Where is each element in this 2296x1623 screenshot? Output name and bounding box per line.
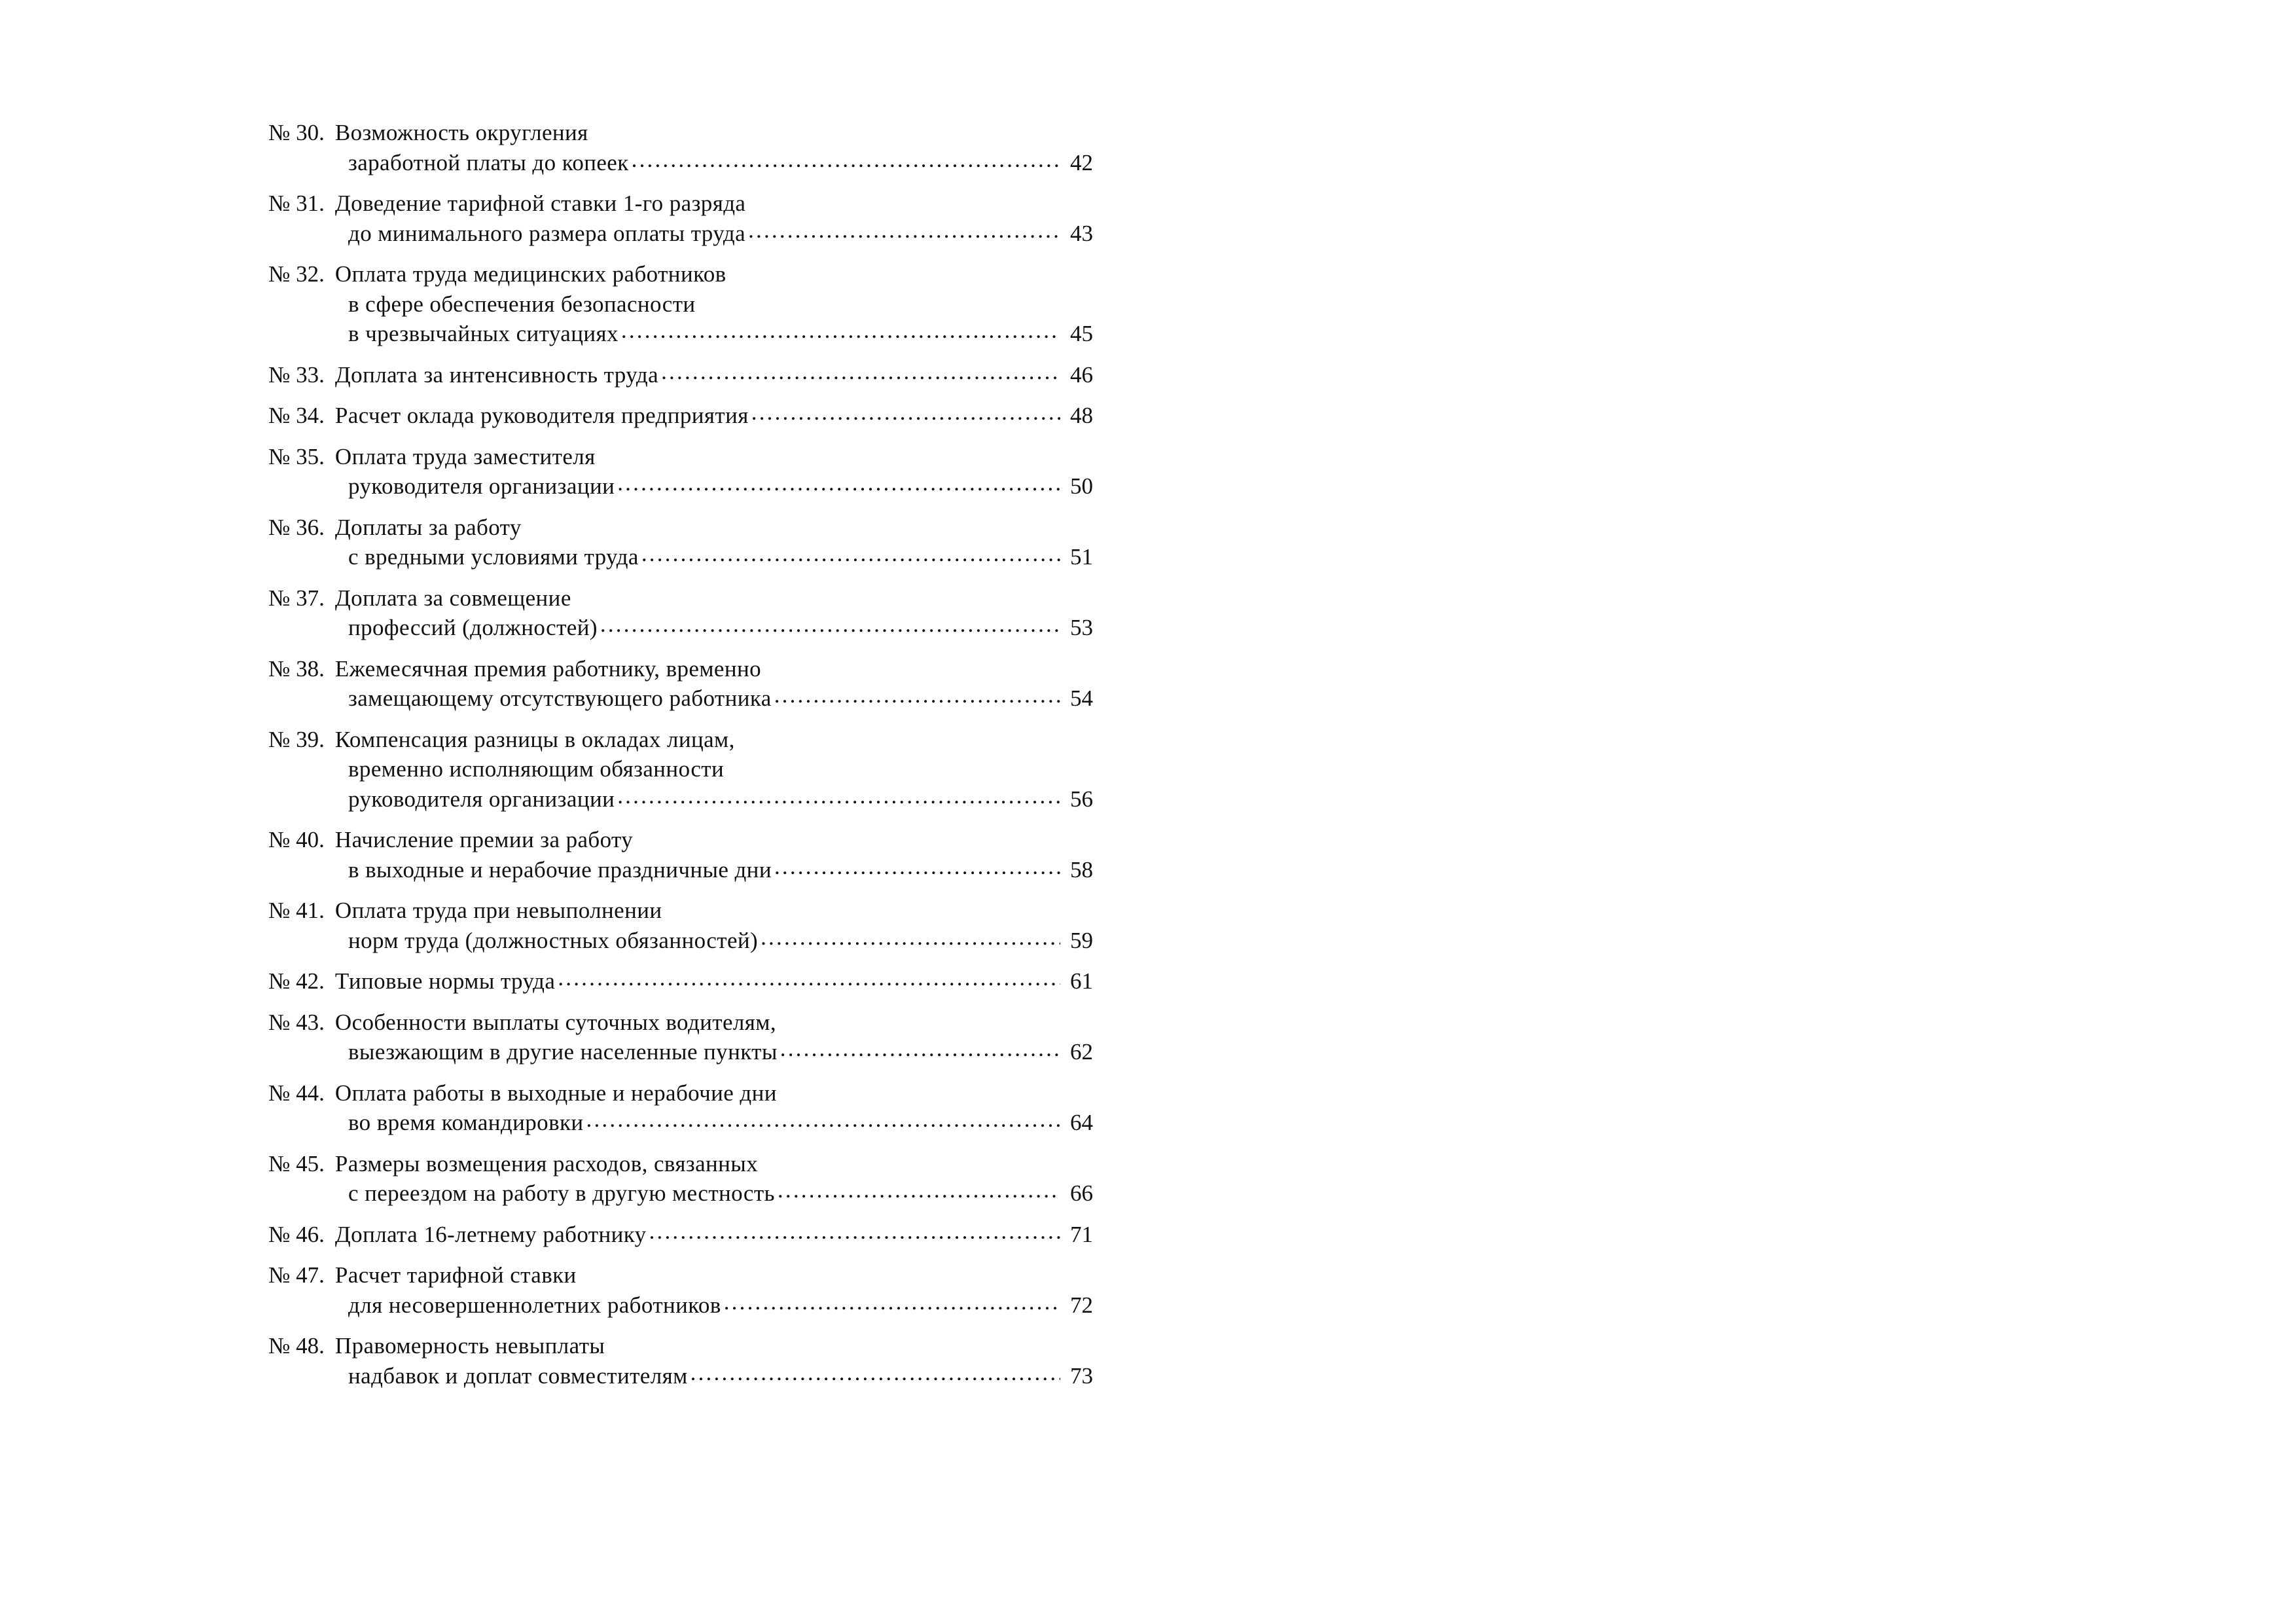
toc-page-number: 53 bbox=[1070, 615, 1093, 640]
toc-entry-line bbox=[268, 259, 1093, 289]
toc-entry-line bbox=[268, 513, 1093, 543]
toc-entry[interactable] bbox=[268, 1220, 1093, 1250]
toc-page-number: 56 bbox=[1070, 786, 1093, 812]
toc-entry-line bbox=[268, 1078, 1093, 1108]
toc-entry-line bbox=[268, 442, 1093, 472]
toc-leader-dots bbox=[558, 963, 1060, 986]
toc-entry-title: Оплата труда медицинских работников bbox=[334, 261, 726, 287]
toc-entry-number: № 35. bbox=[268, 443, 325, 469]
toc-entry-title: заработной платы до копеек bbox=[348, 149, 629, 175]
toc-entry-title: Типовые нормы труда bbox=[334, 968, 556, 994]
toc-entry-line bbox=[268, 1178, 1093, 1209]
toc-entry-title: с переездом на работу в другую местность bbox=[348, 1180, 775, 1206]
toc-entry[interactable] bbox=[268, 189, 1093, 248]
toc-entry-line bbox=[268, 784, 1093, 814]
toc-entry-title: руководителя организации bbox=[348, 786, 615, 812]
toc-entry-line bbox=[268, 654, 1093, 684]
toc-page-number: 71 bbox=[1070, 1221, 1093, 1247]
toc-leader-dots bbox=[751, 397, 1060, 420]
toc-entry-line bbox=[268, 1331, 1093, 1361]
toc-entry[interactable] bbox=[268, 1331, 1093, 1391]
toc-page-number: 73 bbox=[1070, 1362, 1093, 1389]
toc-entry[interactable] bbox=[268, 654, 1093, 714]
toc-entry-line bbox=[268, 926, 1093, 956]
toc-page-number: 66 bbox=[1070, 1180, 1093, 1206]
toc-leader-dots bbox=[586, 1104, 1060, 1127]
toc-entry-number: № 48. bbox=[268, 1333, 325, 1359]
toc-entry-title: в выходные и нерабочие праздничные дни bbox=[348, 856, 772, 883]
toc-leader-dots bbox=[641, 539, 1060, 562]
toc-entry-number: № 45. bbox=[268, 1150, 325, 1176]
toc-page-number: 48 bbox=[1070, 403, 1093, 428]
toc-leader-dots bbox=[649, 1216, 1060, 1239]
toc-entry[interactable] bbox=[268, 1260, 1093, 1320]
toc-entry[interactable] bbox=[268, 513, 1093, 572]
toc-entry[interactable] bbox=[268, 1149, 1093, 1209]
toc-entry-line bbox=[268, 1290, 1093, 1321]
toc-entry-line bbox=[268, 401, 1093, 431]
toc-leader-dots bbox=[748, 215, 1060, 238]
toc-entry-line bbox=[268, 360, 1093, 390]
toc-leader-dots bbox=[774, 680, 1060, 703]
toc-entry-number: № 44. bbox=[268, 1080, 325, 1106]
toc-entry-line bbox=[268, 289, 1093, 319]
toc-entry-title: с вредными условиями труда bbox=[348, 544, 639, 570]
toc-entry[interactable] bbox=[268, 966, 1093, 996]
toc-entry-line bbox=[268, 148, 1093, 178]
toc-entry-number: № 39. bbox=[268, 726, 325, 752]
toc-entry-line bbox=[268, 219, 1093, 249]
toc-leader-dots bbox=[621, 316, 1060, 338]
toc-page-number: 54 bbox=[1070, 685, 1093, 711]
toc-entry-title: в чрезвычайных ситуациях bbox=[348, 321, 619, 346]
toc-entry[interactable] bbox=[268, 583, 1093, 643]
toc-entry-line bbox=[268, 1149, 1093, 1179]
toc-leader-dots bbox=[632, 145, 1060, 168]
toc-entry[interactable] bbox=[268, 360, 1093, 390]
toc-page-number: 61 bbox=[1070, 968, 1093, 994]
toc-entry-line bbox=[268, 754, 1093, 784]
toc-entry-line bbox=[268, 583, 1093, 613]
toc-entry-line bbox=[268, 725, 1093, 755]
toc-entry[interactable] bbox=[268, 442, 1093, 501]
toc-page-number: 62 bbox=[1070, 1039, 1093, 1065]
toc-entry-number: № 30. bbox=[268, 120, 325, 145]
toc-entry-line bbox=[268, 855, 1093, 885]
toc-entry-title: надбавок и доплат совместителям bbox=[348, 1362, 688, 1389]
toc-entry-title: в сфере обеспечения безопасности bbox=[348, 291, 696, 317]
toc-leader-dots bbox=[691, 1358, 1060, 1381]
toc-entry-title: Оплата работы в выходные и нерабочие дни bbox=[334, 1080, 777, 1106]
toc-entry-line bbox=[268, 1037, 1093, 1067]
toc-page-number: 45 bbox=[1070, 321, 1093, 346]
toc-entry-title: Начисление премии за работу bbox=[334, 827, 634, 852]
toc-entry-title: Возможность округления bbox=[334, 120, 588, 145]
toc-entry-line bbox=[268, 319, 1093, 349]
toc-leader-dots bbox=[761, 922, 1060, 945]
toc-entry-title: выезжающим в другие населенные пункты bbox=[348, 1039, 778, 1065]
toc-page-number: 51 bbox=[1070, 544, 1093, 570]
toc-entry-number: № 46. bbox=[268, 1221, 325, 1247]
toc-leader-dots bbox=[617, 781, 1060, 804]
toc-leader-dots bbox=[600, 610, 1060, 632]
toc-entry-title: Размеры возмещения расходов, связанных bbox=[334, 1150, 759, 1176]
toc-entry-number: № 38. bbox=[268, 655, 325, 682]
toc-entry-title: Доплата за совмещение bbox=[334, 585, 571, 611]
toc-entry-line bbox=[268, 1260, 1093, 1290]
toc-entry-line bbox=[268, 1008, 1093, 1038]
toc-entry-number: № 47. bbox=[268, 1262, 325, 1288]
toc-entry[interactable] bbox=[268, 1078, 1093, 1138]
toc-entry-title: временно исполняющим обязанности bbox=[348, 756, 725, 782]
toc-entry-line bbox=[268, 966, 1093, 996]
toc-entry-title: Оплата труда при невыполнении bbox=[334, 898, 662, 923]
toc-entry-title: Оплата труда заместителя bbox=[334, 443, 596, 469]
toc-leader-dots bbox=[774, 852, 1060, 875]
toc-entry[interactable] bbox=[268, 1008, 1093, 1067]
toc-entry-line bbox=[268, 1361, 1093, 1391]
toc-leader-dots bbox=[661, 357, 1060, 380]
toc-entry-number: № 32. bbox=[268, 261, 325, 287]
toc-page-number: 64 bbox=[1070, 1110, 1093, 1135]
toc-entry-title: норм труда (должностных обязанностей) bbox=[348, 927, 759, 953]
toc-entry[interactable] bbox=[268, 725, 1093, 814]
toc-entry-number: № 36. bbox=[268, 514, 325, 540]
toc-entry-title: Доплаты за работу bbox=[334, 514, 522, 540]
toc-entry-title: Компенсация разницы в окладах лицам, bbox=[334, 726, 735, 752]
toc-entry-number: № 37. bbox=[268, 585, 325, 611]
toc-entry-line bbox=[268, 896, 1093, 926]
toc-entry-title: руководителя организации bbox=[348, 473, 615, 499]
toc-entry-title: во время командировки bbox=[348, 1110, 584, 1135]
toc-entry-title: Ежемесячная премия работнику, временно bbox=[334, 655, 761, 682]
toc-page-number: 42 bbox=[1070, 149, 1093, 175]
toc-entry[interactable] bbox=[268, 118, 1093, 177]
toc-entry-line bbox=[268, 684, 1093, 714]
toc-page-number: 50 bbox=[1070, 473, 1093, 499]
toc-entry-number: № 42. bbox=[268, 968, 325, 994]
toc-entry-title: Доплата за интенсивность труда bbox=[334, 361, 659, 388]
toc-entry-title: Расчет тарифной ставки bbox=[334, 1262, 577, 1288]
toc-entry-line bbox=[268, 1220, 1093, 1250]
toc-entry[interactable] bbox=[268, 825, 1093, 884]
toc-entry-number: № 33. bbox=[268, 361, 325, 388]
toc-entry-title: Доплата 16-летнему работнику bbox=[334, 1221, 647, 1247]
toc-entry-line bbox=[268, 189, 1093, 219]
toc-entry[interactable] bbox=[268, 259, 1093, 349]
toc-entry-number: № 41. bbox=[268, 898, 325, 923]
toc-entry[interactable] bbox=[268, 401, 1093, 431]
toc-leader-dots bbox=[724, 1287, 1060, 1310]
toc-entry-title: Доведение тарифной ставки 1-го разряда bbox=[334, 191, 746, 216]
toc-entry-line bbox=[268, 825, 1093, 855]
toc-entry-title: для несовершеннолетних работников bbox=[348, 1292, 721, 1318]
toc-entry-title: замещающему отсутствующего работника bbox=[348, 685, 772, 711]
toc-entry-line bbox=[268, 542, 1093, 572]
toc-entry-title: до минимального размера оплаты труда bbox=[348, 220, 746, 246]
toc-entry-number: № 31. bbox=[268, 191, 325, 216]
toc-entry-line bbox=[268, 613, 1093, 643]
toc-entry-title: Правомерность невыплаты bbox=[334, 1333, 605, 1359]
toc-page-number: 72 bbox=[1070, 1292, 1093, 1318]
toc-entry-title: Особенности выплаты суточных водителям, bbox=[334, 1009, 776, 1035]
toc-leader-dots bbox=[617, 468, 1060, 491]
toc-entry-title: Расчет оклада руководителя предприятия bbox=[334, 403, 749, 428]
table-of-contents bbox=[268, 118, 1093, 1402]
toc-entry-line bbox=[268, 118, 1093, 148]
toc-page-number: 59 bbox=[1070, 927, 1093, 953]
toc-entry-title: профессий (должностей) bbox=[348, 615, 598, 640]
toc-entry[interactable] bbox=[268, 896, 1093, 955]
toc-leader-dots bbox=[780, 1034, 1060, 1057]
toc-page-number: 43 bbox=[1070, 220, 1093, 246]
toc-page-number: 58 bbox=[1070, 856, 1093, 883]
toc-leader-dots bbox=[778, 1175, 1060, 1198]
toc-entry-line bbox=[268, 1108, 1093, 1138]
toc-entry-number: № 40. bbox=[268, 827, 325, 852]
toc-entry-number: № 43. bbox=[268, 1009, 325, 1035]
toc-entry-line bbox=[268, 471, 1093, 501]
toc-entry-number: № 34. bbox=[268, 403, 325, 428]
toc-page-number: 46 bbox=[1070, 361, 1093, 388]
